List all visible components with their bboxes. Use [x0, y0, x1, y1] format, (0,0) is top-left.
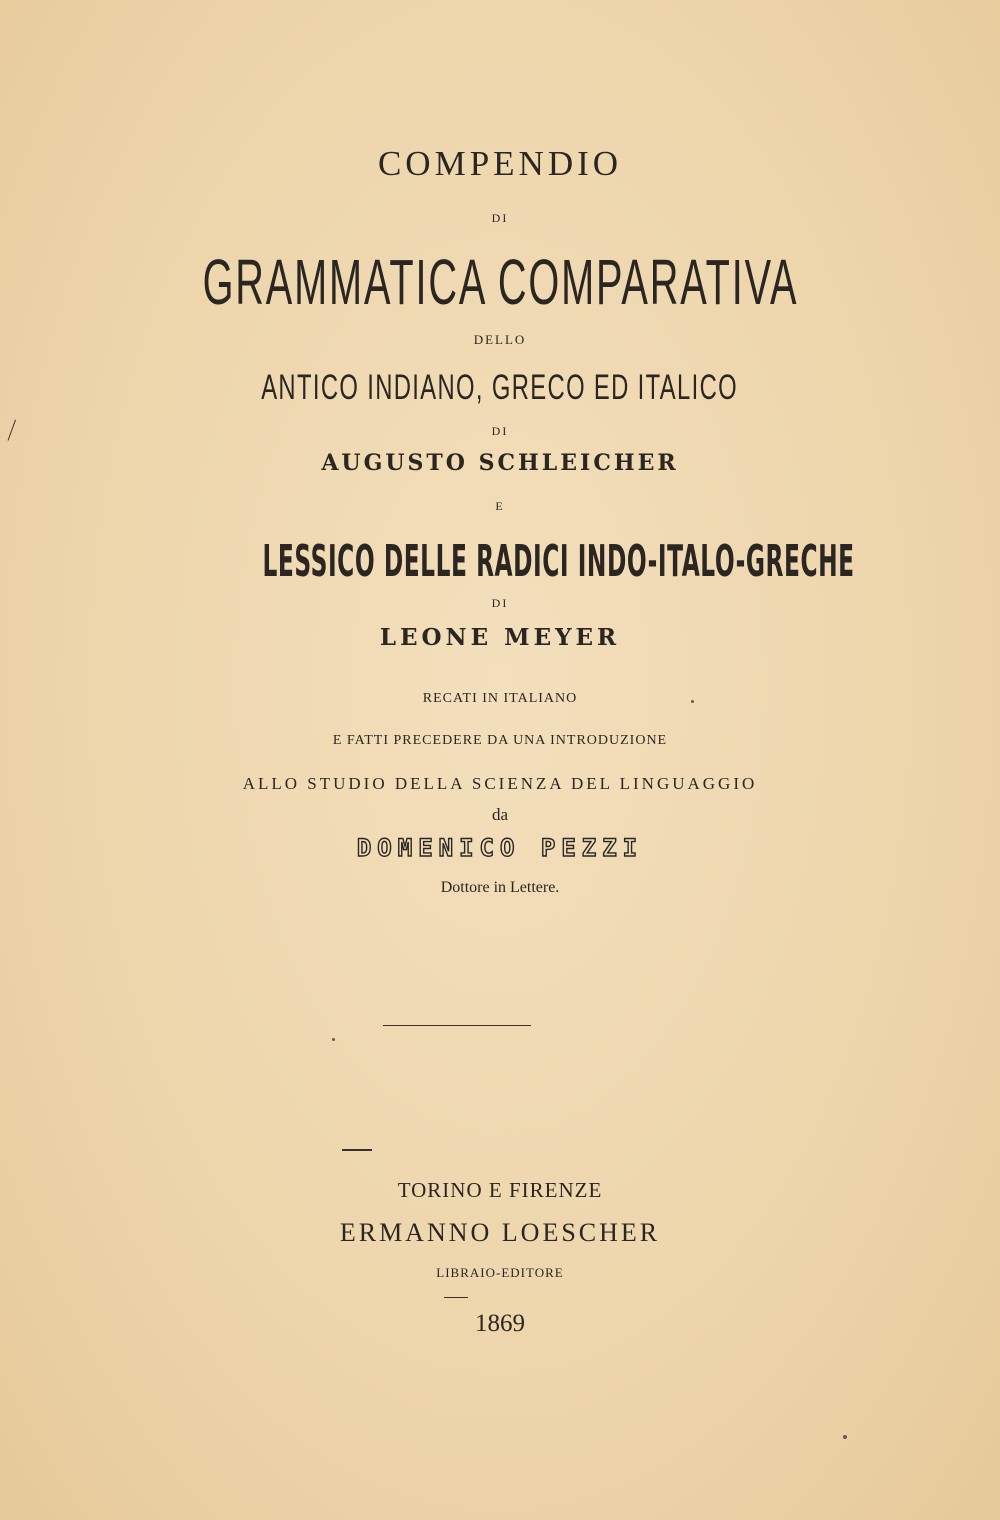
compendio-line: COMPENDIO — [377, 144, 623, 183]
second-title-wrap — [0, 536, 1000, 587]
main-title: GRAMMATICA COMPARATIVA — [202, 246, 798, 318]
translation-line: RECATI IN ITALIANO — [422, 691, 578, 706]
publisher-role: LIBRAIO-EDITORE — [436, 1265, 564, 1280]
second-title: LESSICO DELLE RADICI INDO-ITALO-GRECHE — [262, 536, 855, 587]
place-line: TORINO E FIRENZE — [397, 1178, 603, 1202]
languages-wrap — [0, 370, 1000, 405]
e-line: E — [495, 499, 505, 513]
year-line: 1869 — [475, 1310, 525, 1337]
di-line-1: DI — [491, 211, 509, 225]
author-meyer: LEONE MEYER — [379, 624, 621, 651]
paper-speck — [332, 1038, 335, 1041]
paper-speck — [843, 1435, 847, 1439]
publisher-line: ERMANNO LOESCHER — [339, 1218, 661, 1247]
short-rule — [342, 1149, 372, 1151]
intro-line-2: ALLO STUDIO DELLA SCIENZA DEL LINGUAGGIO — [242, 774, 758, 793]
dello-line: DELLO — [473, 332, 527, 347]
paper-speck — [691, 700, 694, 703]
author-schleicher: AUGUSTO SCHLEICHER — [321, 450, 679, 476]
da-line: da — [491, 805, 509, 824]
languages-line: ANTICO INDIANO, GRECO ED ITALICO — [261, 368, 739, 407]
intro-line-1: E FATTI PRECEDERE DA UNA INTRODUZIONE — [332, 733, 668, 748]
translator-name: DOMENICO PEZZI — [356, 834, 644, 862]
di-line-3: DI — [491, 596, 509, 610]
di-line-2: DI — [491, 424, 509, 438]
translator-title: Dottore in Lettere. — [440, 879, 560, 896]
main-title-wrap — [0, 246, 1000, 318]
divider-rule — [383, 1025, 531, 1026]
year-rule — [444, 1297, 468, 1298]
